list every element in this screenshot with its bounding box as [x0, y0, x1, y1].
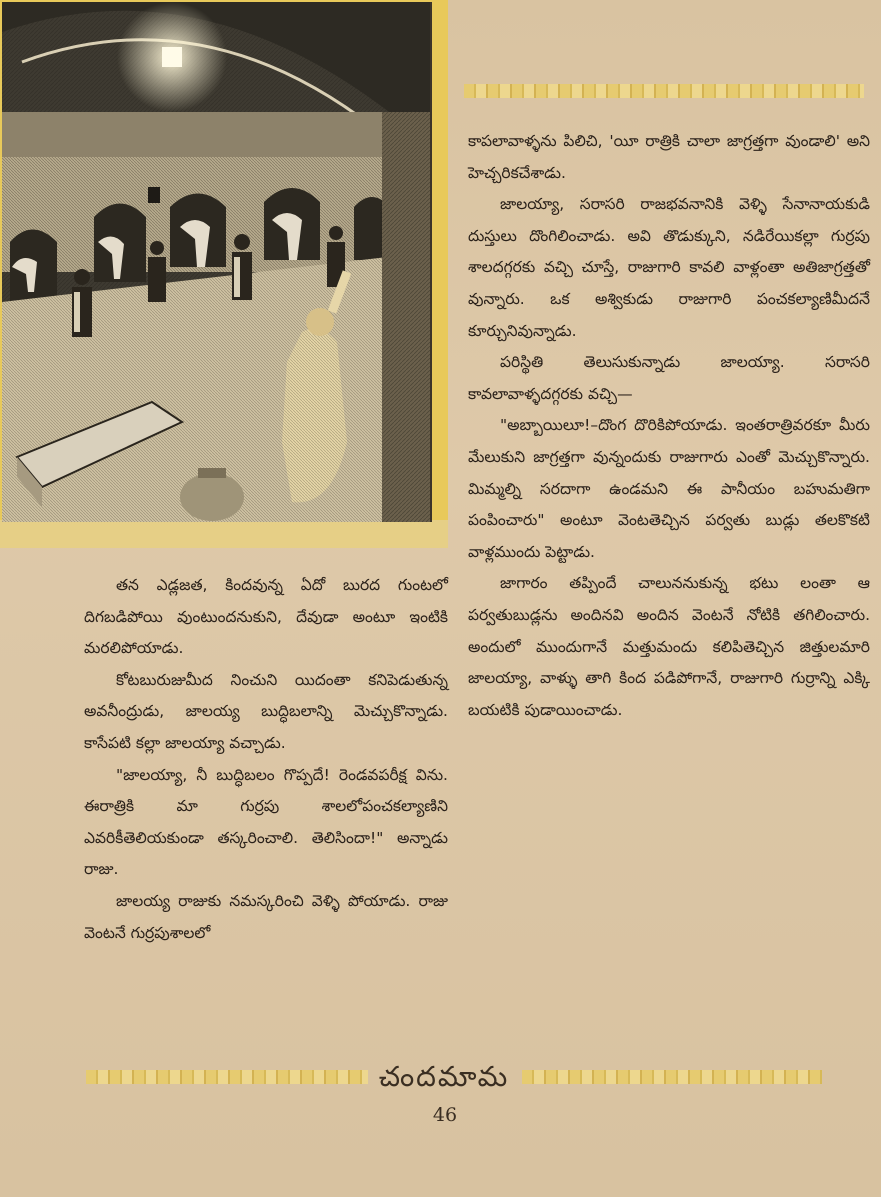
paragraph: కాపలావాళ్ళను పిలిచి, 'యీ రాత్రికి చాలా జాగ్రత్తగా వుండాలి' అని హెచ్చరికచేశాడు.: [468, 132, 871, 182]
paragraph: జాగారం తప్పిందే చాలుననుకున్న భటు లంతా ఆ పర్వతుబుడ్లను అందినవి అందిన వెంటనే నోటికి తగిలించారు. అందులో ముందుగానే మత్తుమందు కలిపితెచ్చిన జిత్తులమారి జాలయ్యా, వాళ్ళు తాగి కింద పడిపోగానే, రాజుగారి గుర్రాన్ని ఎక్కి బయటికి పుడాయించాడు.: [468, 574, 870, 719]
paragraph: జాలయ్య రాజుకు నమస్కరించి వెళ్ళి పోయాడు. రాజు వెంటనే గుర్రపుశాలలో: [84, 891, 448, 942]
yellow-panel-strip: [0, 520, 448, 548]
paragraph: కోటబురుజుమీద నించుని యిదంతా కనిపెడుతున్న అవనీంద్రుడు, జాలయ్య బుద్ధిబలాన్ని మెచ్చుకొన్నాడు. కాసేపటి కల్లా జాలయ్యా వచ్చాడు.: [84, 670, 448, 752]
right-text-column: [468, 126, 870, 726]
decorative-border-top: [464, 84, 864, 98]
paragraph: తన ఎడ్లజత, కిందవున్న ఏదో బురద గుంటలో దిగబడిపోయి వుంటుందనుకుని, దేవుడా అంటూ ఇంటికి మరలిపోయాడు.: [84, 576, 448, 658]
stable-night-scene-illustration: [2, 2, 432, 522]
paragraph: "జాలయ్యా, నీ బుద్ధిబలం గొప్పదే! రెండవపరీక్ష విను. ఈరాత్రికి మా గుర్రపు శాలలోపంచకల్యాణిని ఎవరికీతెలియకుండా తస్కరించాలి. తెలిసిందా!" అన్నాడు రాజు.: [84, 765, 448, 879]
paragraph: పరిస్థితి తెలుసుకున్నాడు జాలయ్యా. సరాసరి కావలావాళ్ళదగ్గరకు వచ్చి—: [468, 353, 870, 403]
decorative-border-footer-right: [522, 1070, 822, 1084]
magazine-title: చందమామ: [378, 1060, 510, 1093]
left-text-column: [84, 570, 448, 949]
decorative-border-footer-left: [86, 1070, 368, 1084]
paragraph: "అబ్బాయిలూ!–దొంగ దొరికిపోయాడు. ఇంతరాత్రివరకూ మీరు మేలుకుని జాగ్రత్తగా వున్నందుకు రాజుగారు ఎంతో మెచ్చుకొన్నారు. మిమ్మల్ని సరదాగా ఉండమని ఈ పానీయం బహుమతిగా పంపించారు" అంటూ వెంటతెచ్చిన పర్వతు బుడ్లు తలకొకటి వాళ్లముందు పెట్టాడు.: [468, 416, 870, 561]
page-number: 46: [432, 1104, 458, 1126]
paragraph: జాలయ్యా, సరాసరి రాజభవనానికి వెళ్ళి సేనానాయకుడి దుస్తులు దొంగిలించాడు. అవి తొడుక్కుని, నడిరేయికల్లా గుర్రపు శాలదగ్గరకు వచ్చి చూస్తే, రాజుగారి కావలి వాళ్లంతా అతిజాగ్రత్తతో వున్నారు. ఒక అశ్వికుడు రాజుగారి పంచకల్యాణిమీదనే కూర్చునివున్నాడు.: [468, 195, 870, 340]
